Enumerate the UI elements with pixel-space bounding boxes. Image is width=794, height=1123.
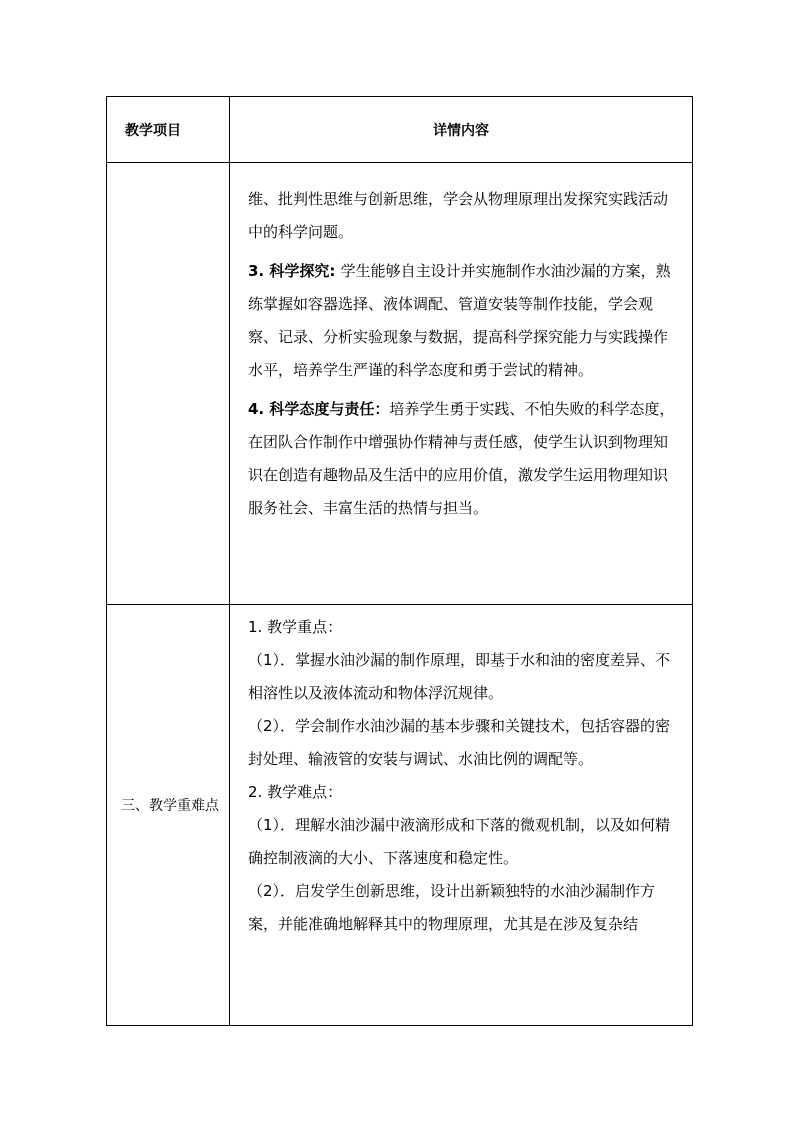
- key-point-item: （2）．学会制作水油沙漏的基本步骤和关键技术，包括容器的密封处理、输液管的安装与调试、水油比例的调配等。: [248, 717, 671, 768]
- objectives-label-cell: [107, 163, 230, 604]
- header-content-label: 详情内容: [433, 123, 489, 139]
- objective-science-attitude: [248, 393, 676, 525]
- objective-science-inquiry: [248, 255, 676, 387]
- objective-colon: :: [329, 262, 341, 280]
- objective-colon: ：: [374, 400, 390, 418]
- objectives-continuation: 维、批判性思维与创新思维，学会从物理原理出发探究实践活动中的科学问题。: [248, 190, 669, 241]
- objective-body: 培养学生勇于实践、不怕失败的科学态度，在团队合作制作中增强协作精神与责任感，使学生认识到物理知识在创造有趣物品及生活中的应用价值，激发学生运用物理知识服务社会、丰富生活的热情与担当。: [248, 400, 675, 517]
- key-point-item: （1）．掌握水油沙漏的制作原理，即基于水和油的密度差异、不相溶性以及液体流动和物体浮沉规律。: [248, 651, 671, 702]
- lesson-plan-table: [106, 96, 693, 1026]
- difficult-points-heading: 2. 教学难点：: [248, 783, 343, 801]
- header-item-label: 教学项目: [125, 123, 181, 139]
- key-points-label-cell: [107, 605, 230, 1025]
- header-cell-content: [230, 97, 693, 162]
- key-points-row: [107, 605, 693, 1026]
- difficult-point-item: （1）．理解水油沙漏中液滴形成和下落的微观机制，以及如何精确控制液滴的大小、下落速度和稳定性。: [248, 816, 671, 867]
- table-header-row: [107, 97, 693, 163]
- header-cell-item: [107, 97, 230, 162]
- objectives-row: [107, 163, 693, 605]
- difficult-point-item: （2）．启发学生创新思维，设计出新颖独特的水油沙漏制作方案，并能准确地解释其中的物理原理，尤其是在涉及复杂结: [248, 882, 656, 933]
- key-points-content-cell: [230, 605, 693, 1025]
- key-points-label: 三、教学重难点: [121, 798, 219, 814]
- objectives-content-cell: [230, 163, 693, 604]
- key-points-heading: 1. 教学重点：: [248, 618, 343, 636]
- objective-title: 4. 科学态度与责任: [248, 400, 375, 418]
- objective-title: 3. 科学探究: [248, 262, 330, 280]
- objective-body: 学生能够自主设计并实施制作水油沙漏的方案，熟练掌握如容器选择、液体调配、管道安装等制作技能，学会观察、记录、分析实验现象与数据，提高科学探究能力与实践操作水平，培养学生严谨的科学态度和勇于尝试的精神。: [248, 262, 671, 379]
